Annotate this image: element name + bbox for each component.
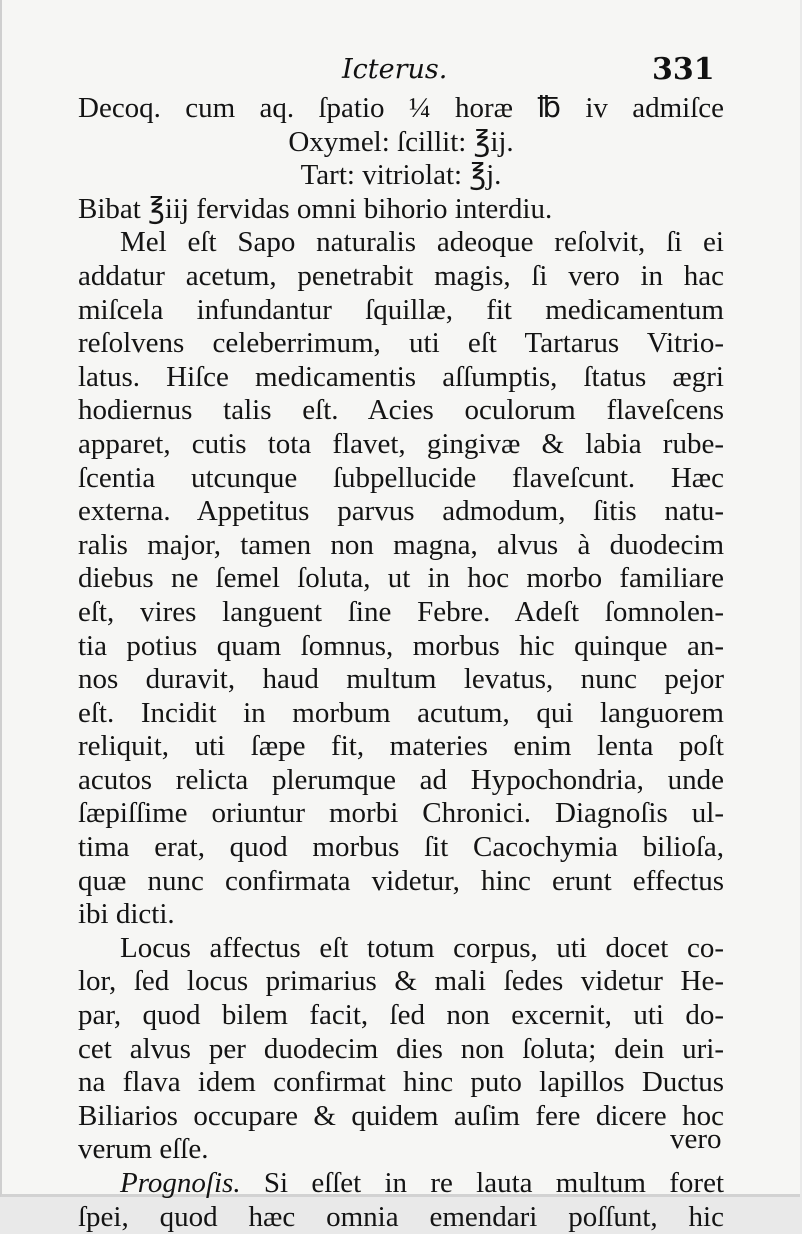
line-text: Bibat ℥iij fervidas omni bihorio interdiu. <box>78 192 553 225</box>
page-header <box>2 52 802 96</box>
line-text: Decoq. cum aq. ſpatio ¼ horæ ℔ iv admiſce <box>78 92 724 124</box>
section-heading: Prognoſis. <box>120 1167 241 1199</box>
text-line <box>78 562 724 596</box>
text-line <box>78 193 724 227</box>
line-text: ralis major, tamen non magna, alvus à duodecim <box>78 528 724 561</box>
text-line <box>78 1100 724 1134</box>
line-text: diebus ne ſemel ſoluta, ut in hoc morbo familiare <box>78 562 724 595</box>
text-line <box>78 898 724 932</box>
running-title: Icterus. <box>342 54 448 85</box>
line-text: reliquit, uti ſæpe fit, materies enim lenta poſt <box>78 730 724 763</box>
text-line <box>78 764 724 798</box>
text-line <box>78 260 724 294</box>
line-text: ſpei, quod hæc omnia emendari poſſunt, hic <box>78 1200 724 1233</box>
text-line <box>78 126 724 160</box>
text-line <box>78 730 724 764</box>
text-line <box>78 1167 724 1201</box>
line-text: ſcentia utcunque ſubpellucide flaveſcunt. Hæc <box>78 461 724 494</box>
text-line <box>78 596 724 630</box>
catchword: vero <box>670 1123 722 1155</box>
text-line <box>78 495 724 529</box>
text-line <box>78 797 724 831</box>
line-text: latus. Hiſce medicamentis aſſumptis, ſtatus ægri <box>78 360 724 393</box>
line-text: acutos relicta plerumque ad Hypochondria, unde <box>78 763 724 796</box>
line-text: ſæpiſſime oriuntur morbi Chronici. Diagnoſis ul- <box>78 797 724 830</box>
text-line <box>78 1066 724 1100</box>
line-text: Locus affectus eſt totum corpus, uti docet co- <box>120 931 724 964</box>
line-text: reſolvens celeberrimum, uti eſt Tartarus Vitrio- <box>78 327 724 360</box>
line-text: Biliarios occupare & quidem auſim fere dicere hoc <box>78 1099 724 1132</box>
text-line <box>78 226 724 260</box>
text-line <box>78 294 724 328</box>
line-text: nos duravit, haud multum levatus, nunc pejor <box>78 663 724 696</box>
body-text <box>78 92 724 1234</box>
text-line <box>78 1033 724 1067</box>
text-line <box>78 831 724 865</box>
text-line <box>78 394 724 428</box>
line-text: eſt, vires languent ſine Febre. Adeſt ſomnolen- <box>78 595 724 628</box>
text-line <box>78 965 724 999</box>
text-line <box>78 932 724 966</box>
line-text: tima erat, quod morbus ſit Cacochymia bilioſa, <box>78 831 724 864</box>
line-text: verum eſſe. <box>78 1133 209 1166</box>
line-text: Si eſſet in re lauta multum foret <box>263 1167 725 1199</box>
line-text: miſcela infundantur ſquillæ, fit medicamentum <box>78 293 724 326</box>
line-text: tia potius quam ſomnus, morbus hic quinque an- <box>78 629 724 662</box>
text-line <box>78 428 724 462</box>
text-line <box>78 1133 724 1167</box>
line-text: hodiernus talis eſt. Acies oculorum flaveſcens <box>78 394 724 427</box>
line-text: externa. Appetitus parvus admodum, ſitis natu- <box>78 495 724 528</box>
line-text: quæ nunc confirmata videtur, hinc erunt effectus <box>78 864 724 897</box>
line-text: par, quod bilem facit, ſed non excernit, uti do- <box>78 999 724 1032</box>
line-text: addatur acetum, penetrabit magis, ſi vero in hac <box>78 259 724 292</box>
text-line <box>78 529 724 563</box>
text-line <box>78 92 724 126</box>
line-text: Tart: vitriolat: ℥j. <box>300 159 502 192</box>
line-text: lor, ſed locus primarius & mali ſedes videtur He- <box>78 965 724 998</box>
text-line <box>78 630 724 664</box>
text-line <box>78 865 724 899</box>
text-line <box>78 462 724 496</box>
line-text: na flava idem confirmat hinc puto lapillos Ductus <box>78 1066 724 1099</box>
line-text: Oxymel: ſcillit: ℥ij. <box>288 125 514 158</box>
line-text: eſt. Incidit in morbum acutum, qui languorem <box>78 696 724 729</box>
text-line <box>78 697 724 731</box>
text-line <box>78 159 724 193</box>
line-text: apparet, cutis tota flavet, gingivæ & labia rube- <box>78 427 724 460</box>
line-text: Mel eſt Sapo naturalis adeoque reſolvit, ſi ei <box>120 226 724 259</box>
text-line <box>78 663 724 697</box>
text-line <box>78 361 724 395</box>
text-line <box>78 1201 724 1234</box>
line-text: cet alvus per duodecim dies non ſoluta; dein uri- <box>78 1032 724 1065</box>
text-line <box>78 999 724 1033</box>
line-text: ibi dicti. <box>78 898 175 931</box>
text-line <box>78 327 724 361</box>
page-number: 331 <box>652 52 715 87</box>
